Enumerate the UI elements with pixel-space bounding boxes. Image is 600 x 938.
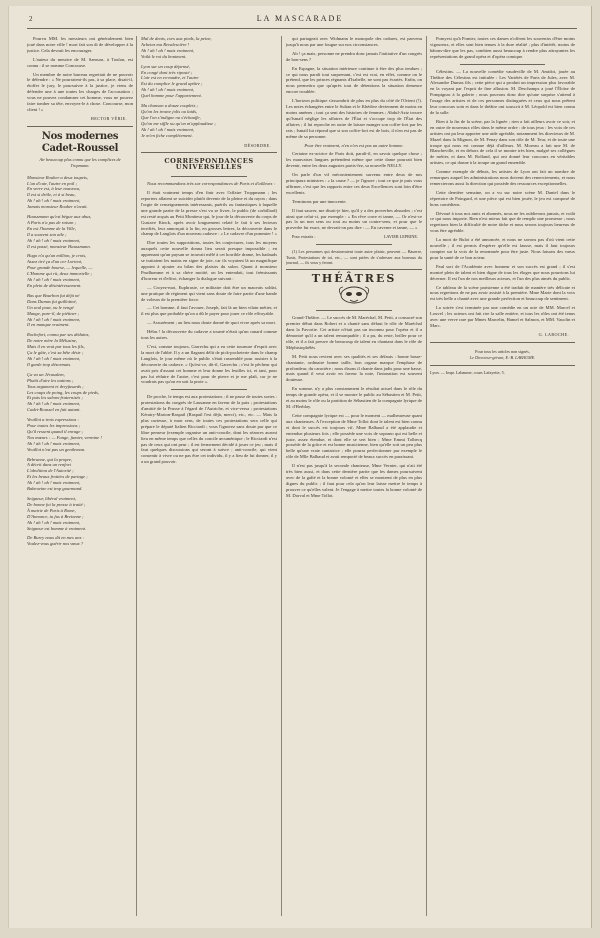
title-rule <box>171 176 247 177</box>
verse-line: Ah ! ah ! ah ! mais vraiment, <box>27 401 81 407</box>
poem-subtitle: Air beaucoup plus connu que les complices de Tropmann. <box>39 156 121 168</box>
paragraph: Un membre de notre barreau regrettait de ne pouvoir le défendre : « Ne pourraient-ils pas, à sa place, disait-il, étoffer le jury, le poursuivre à la justice, je viens de défendre une à une toutes les charges de l'accusation ; vous ne pouvez condamner cet homme, vous ne pouvez faire tomber sa tête, envoyez-le à chose. Concourse, mon client ! » <box>27 71 133 112</box>
verse-line: Ah ! ah ! ah ! mais vraiment, <box>141 126 195 132</box>
verse-line: A décrit dans un renfort <box>27 462 71 468</box>
verse-line: Qu'on les trouve jolis ou laids, <box>141 108 198 114</box>
verse-line: Ah ! ah ! ah ! mais vraiment, <box>141 87 195 93</box>
verse-line: Lyon sur un coup dépensé, <box>141 63 190 69</box>
paragraph: La mort de Bulot a été annoncée, et nous ne savons pas d'où vient cette nouvelle ; il est permis d'espérer qu'elle est fausse, mais il faut toujours compter sur la voix de la renommée pour être juste. Nous faisons des vœux pour la santé de ce bon acteur. <box>430 237 575 260</box>
section-rule <box>286 269 422 270</box>
article-paragraphs <box>141 190 277 385</box>
paragraph: L'horizon politique s'assombrit de plus en plus du côté de l'Orient (!). Les notes échangées entre le Sultan et le Khédive deviennent de moins en moins amènes ; tout ça sent des histoires de femmes ; Abdul-Aziz trouve qu'Ismaïl néglige les affaires de l'État et s'occupe trop de l'État des affaires ; il lui reproche en outre de laisser manger son coffre-fort par les rats ; Ismaïl lui répond que si son coffre-fort est de bois, il n'en est pas de même de sa personne. <box>286 98 422 139</box>
verse-line: De Burry nous dit en mes ans : <box>27 535 85 541</box>
verse-line: Mal de dents, cors aux pieds, la peine, <box>141 36 212 41</box>
extract-signature <box>292 234 418 240</box>
paragraph: Il était vraiment temps d'en finir avec l'affaire Troppmann ; les reporters allaient se suicider plutôt devenir de la pleine et du rayon ; dans l'orgie de renseignements intéressants, puérils ou fantastiques à laquelle une grande partie de la presse s'est vu se livrer, le public (de corbillard) est resté acquis au Petit Moniteur qui, le jour de la découverte du corps de Gustave Kinck, après avoir longuement relaté le fait à ses lecteurs terrifiés, leur annonçait à la fin, en grosses lettres, la découverte dans le champ de Langlois d'un nouveau cadavre : « Le cadavre d'un pommier ! » <box>141 190 277 237</box>
poem-title: Nos modernes Cadet-Roussel <box>41 130 119 154</box>
mask-vignette-icon <box>337 284 371 306</box>
verse-line: Ah ! ah ! ah ! mais vraiment, <box>27 277 81 283</box>
verse-line: Pour grande bourse, — lequelle, — <box>27 265 93 271</box>
verse-line: Ma chanson a douze couplets ; <box>141 103 199 109</box>
section-rule <box>141 152 277 153</box>
verse-line: Je m'en fiche complètement. <box>141 132 193 138</box>
verse-line: Pour toutes les impressions ; <box>27 423 81 429</box>
verse-line: Mais il en veut par tous les fils, <box>27 344 85 350</box>
paragraph: Certaine ex-actrice de Paris doit, paraît-il, en savoir quelque chose ; les mauvaises langues prétendent même que cette dame pourrait bien devenir, entre les deux augustes partis-fez, sa nouvelle NELLY. <box>286 151 422 169</box>
paragraph: — Cet homme, il faut l'avouer, Joseph, fait là un bien vilain métier, et il est plus que probable qu'on a dû le payer pour jouer ce rôle effroyable. <box>141 305 277 317</box>
footnote: (1) Les personnes qui dessineraient toute autre plaisir, peuvent — Bauerre, Tunis, Protestations de toi, etc., — sont priées de s'adresser aux bureaux du journal, — ils vous y feront. <box>286 249 422 265</box>
verse-line: Qu'on me siffle ou qu'on m'applaudisse ; <box>141 120 216 126</box>
separator-rule <box>316 310 392 311</box>
imprint-block <box>430 349 575 376</box>
verse-line: Ah ! ah ! ah ! mais vraiment, <box>27 355 81 361</box>
section-intro: Nous recommandons très sur correspondances de Paris et d'ailleurs : <box>147 181 276 187</box>
printer-line: Lyon. — Impr. Labaume, cours Lafayette, 5. <box>430 369 505 375</box>
stanza <box>141 103 277 138</box>
verse-line: Bas que Bourbon fut déjà né <box>27 292 80 298</box>
verse-line: Haussmann qu'est bègue aux abus, <box>27 214 92 220</box>
verse-line: Qu'il ressent quand il enrage ; <box>27 428 84 434</box>
verse-line: Seigneur est homme à vraiment. <box>27 525 87 531</box>
paragraph: Il n'est pas jusqu'à la seconde chanteuse, Mme Vernier, qui n'ait été très bien aussi, et dans cette dernière partie que les dames poursuivent avec de la gaîté et la bonne volonté et elles se montrent de plus en plus dignes du public ; il faut pour cela qu'on leur laisse mettre le temps à prouver ce qu'elles valent. Je l'engage à mettre toutes la bonne volonté de M. Dorval et Mme Tollot. <box>286 463 422 498</box>
verse-line: En plein de désintéressement. <box>27 283 82 288</box>
verse-line: Que l'on s'indigne ou s'échauffe, <box>141 114 201 120</box>
stanza <box>141 64 277 99</box>
verse-line: Jamais monsieur Rouher n'avait. <box>27 204 88 210</box>
extract-author: LAVIER LEPRINE. <box>383 234 418 240</box>
paragraph: Cette dernière semaine, on a vu sur notre scène M. Daniel dans le répertoire de Poingard, et une pièce qui est bien jouée, le jeu est composé de bons comédiens. <box>430 189 575 207</box>
verse-line: Assez tiré ça d'un cer Lorient, <box>27 259 83 265</box>
stanza <box>27 332 133 367</box>
verse-line: En est l'homme de la Ville, <box>27 225 76 231</box>
paragraph: Célestins. — La nouvelle comédie vaudeville de M. Amidot, jouée au Théâtre des Célestins est intitulée : Les Variétés de Paris de Jules, avec M. Alexandre Dumas fils ; cette pièce qui a produit un impression plus favorable en la voyant par l'esprit de fine allusion. M. Deschamps a joué l'Éloïse de Pompignac à la galerie ; nous pouvons donc dire qu'une surprise s'attend à l'usage des artistes et de ces personnes distinguées et ceux qui nous prêtent leur concours soin et dans le théâtre ont souscrit à M. Léopold est bien connu de la salle. <box>430 68 575 115</box>
verse-line: Il est passé, monsieur Haussmann. <box>27 243 91 249</box>
verse-line: À mairie de Paris à Rome, <box>27 507 76 513</box>
verse-line: Il garde trop désormais. <box>27 361 72 367</box>
imprint-rule <box>430 365 575 366</box>
paragraph: Dévoué à tous nos amis et abonnés, nous ne les oublierons jamais, et voilà ce qui nous importe. Rien n'est mieux fait que de remplir une promesse ; nous regrettons bien la difficulté de notre tâche et nous serons toujours heureux de vous être agréable. <box>430 210 575 234</box>
verse-line: Rochefort, connu par ses dédains, <box>27 332 90 338</box>
verse-line: Mange, pare-il, de piétiner ; <box>27 310 80 316</box>
poem-verses <box>27 175 133 548</box>
paragraph: Comme exemple de débuts, les artistes de Lyon ont fait un nombre de remarques auquel les administrations nous doivent des remerciements, et nous remercierons aussi la direction qui possède des ressources exceptionnelles. <box>430 169 575 186</box>
stanza <box>27 214 133 249</box>
verse-line: A Paris n'a pas de raison ; <box>27 219 77 225</box>
paragraph: Paul sort de l'Académie avec honneur et son succès est grand ; il s'est montré plein de talent et bien digne de tous les éloges que nous pourrions lui décerner. Il est l'un de nos meilleurs acteurs, et l'un des plus aimés du public. <box>430 263 575 281</box>
verse-line: Ah ! ah ! ah ! mais vraiment, <box>27 519 81 525</box>
page-number: 2 <box>29 15 33 23</box>
poem-signature: DÉSORDRE. <box>244 142 271 148</box>
stanza <box>141 36 277 60</box>
verse-line: Un seul pour, ou le vengé <box>27 304 74 310</box>
column-divider <box>281 36 282 916</box>
theatres-title: THÉÂTRES <box>311 272 397 286</box>
paragraph: Cette compagnie lyrique est — pour le moment — malheureuse quant aux chanteuses. A l'exception de Mme Tollot dont le talent est bien connu et dont le succès est toujours vif, Mme Balbaud a été applaudie et entendue plusieurs fois ; elle possède une voix de soprano qui est belle et juste, assez étendue, et dont elle se sert bien ; Mme Emmi Tolbecq possède de la grâce et est bonne musicienne, bien qu'elle soit un peu plus belle qu'une vraie cantatrice ; elle pourra perfectionner par exemple le rôle de Mlle Balbaud et avait remporté de beaux succès en paraissant. <box>286 412 422 460</box>
verse-line: L'un d'cuir, l'autre en poil ; <box>27 180 77 186</box>
masthead: LA MASCARADE <box>256 14 344 23</box>
paragraph: La soirée s'est terminée par une comédie en un acte de MM. Marcel et Louvel ; les acteurs ont fait rire la salle entière, et tous les rôles ont été tenus avec une verve rare par Mmes Marcelin, Hamel et Salmon, et MM. Vauclin et Marc. <box>430 305 575 328</box>
review-signature: G. LAROCHE. <box>538 331 569 337</box>
verse-line: L'air est en ex-madre, et l'autre <box>141 75 199 81</box>
article-paragraphs-2 <box>286 151 422 231</box>
notice-line: Pour tous les articles non signés, <box>475 348 530 354</box>
verse-line: Les coups de poing, les coups de pieds, <box>27 389 100 395</box>
paragraph: Hélas ! la découverte du cadavre a tourné n'était qu'un canard comme tous les autres. <box>141 329 277 341</box>
verse-line: Hugo n'a qu'un million, je crois, <box>27 253 87 259</box>
paragraph: Terminons par une innocente. <box>292 198 347 204</box>
paragraph: Pourvu MM. les messieurs ont généralement bien joué dans notre ville ! mort fait son di de développer à la justice. Cela devrait les encourager. <box>27 36 133 53</box>
poem-verses-continued <box>141 36 277 139</box>
stanza <box>27 496 133 531</box>
paragraph: qui partageait avec Widmann le monopole des ordures, est parvenu jusqu'à nous par une fougue sur nos circonstances. <box>286 36 422 47</box>
verse-line: Monsieur Rouher a deux toupets, <box>27 174 89 180</box>
paragraph: Rien à la fin de la scène, par la lignée ; rien a fait ailleurs avoir ce soir, et en outre de nouveaux rôles dans le même ordre : de tous jeux : les voix de ces artistes ont pu leur apporter une aide agréable, notamment les directeurs de M. Mazel dans la Mignon, de M. Fenay dans son rôle de M. Teur, et de toute une troupe qui nous est connue déjà d'ailleurs. M. Moreau a fait une M. de Blancheville, et en dehors de cela il se montre très bien, malgré ses collègues de métier, et dans M. Rolland, qui ont donné leur concours en véritables artistes, ce qui donne à la troupe un grand ensemble. <box>430 118 575 166</box>
verse-line: Ah ! ah ! ah ! mais vraiment, <box>27 316 81 322</box>
separator-rule <box>460 64 545 65</box>
column-3 <box>286 36 422 916</box>
paragraph: En Espagne, la situation intérieure continue à être des plus tendues ; ce qui nous paraît tout surprenant, c'est est vrai, en effet, comme on le prétend, que les princes régnants d'Isabelle, ne sont pas écartés. Enfin, on nous permettra que qu'après tout de détentions la situation demeure encore troublée. <box>286 65 422 95</box>
paragraph: Ah ! ça mais, personne ne prendra donc jamais l'initiative d'un congrès de bon-sens ? <box>286 50 422 62</box>
verse-line: Ça va un Jérusalem, <box>27 371 65 377</box>
verse-line: De notre mère la Mélusine, <box>27 338 78 344</box>
separator-rule <box>171 389 247 390</box>
paragraph: Pomyesi qu'à Pomier, toutes ces dames n'offrent les souvenirs d'être moins vigoureux, et elles sont bien tenues à la dure réalité ; plus d'intérêt, moins de bâtons-dire que les pas, combien aussi beaucoup à rendre plus attrayantes les représentations de grand opéra et d'opéra comique. <box>430 36 575 59</box>
stanza <box>27 293 133 328</box>
stanza <box>27 535 133 547</box>
stanza <box>27 175 133 210</box>
verse-line: Dans Dumas fut guillotiné, <box>27 298 77 304</box>
section-title: CORRESPONDANCES UNIVERSELLES <box>164 157 254 172</box>
editor-line: Le Directeur-gérant, E.-B. LABAUME. <box>469 354 536 360</box>
paragraph: De proche, le temps est aux protestations ; il ne passe de toutes sortes : protestations du congrès de Lausanne en faveur de la paix ; protestations d'amitié de la Prusse à l'égard de l'Autriche, et vice-versa ; protestations Kératry-Marion-Raspail (Raspail l'est déjà, merci), etc., etc. — Mais la plus curieuse, à mon sens, de toutes ces protestations sera celle qui prépare le député Italien Ricciardi ; vous l'ignorez sans doute par que ce libre penseur (exemple organise un anti-concile, dont les séances auront lieu en même temps que celles du concile œcuménique ; le Ricciardi n'est pas de ceux qui ont peur ; il est fermement décidé à jouer ce jeu ; mais il faut quelques discussions qui seront à suivre ; anti-concile, qui vient consentir à vivre ou ne pas être cet individu, il y a lieu de lui donner, il y a un grand pouvoir. <box>141 394 277 465</box>
verse-line: Est du complice le grand apôtre ; <box>141 81 203 87</box>
column-4 <box>430 36 575 916</box>
verse-line: Nos mœurs : — Fange, fumier, vermine ! <box>27 434 102 440</box>
verse-line: D'Annonce, tu fus à Bretonne ; <box>27 513 84 519</box>
article-paragraphs-2 <box>141 394 277 465</box>
verse-line: Il a souvent son aile ; <box>27 231 67 237</box>
paragraph: Grand-Théâtre. — Le succès de M. Maréchal, M. Petit, a consacré son premier début dans Robert et a chanté sans défaut le rôle de Maréchal dans la Favorite. Cet artiste n'était pas un inconnu pour l'opéra et il a démontré qu'il a un talent remarquable ; il a pu, du reste, briller pour ce rôle, et il a fait preuve de beaucoup de talent en chantant dans le rôle de Méphistophélès. <box>286 315 422 350</box>
verse-line: En verre est, à leur nouveau, <box>27 186 81 192</box>
verse-line: De bonne foi la presse à traité ; <box>27 501 86 507</box>
paragraph: Il faut sauver, me disait-je hier, qu'il y a des proverbes absurdes ; c'est ainsi que celui-ci, par exemple : « En rêve corre et tanne, — Or n'est-ce pas la un non sens ou tout au moins un contre-sens, et pour que le proverbe fut exact, ne devrait-on pas dire : — En caverne et tanne, — » <box>286 207 422 231</box>
paragraph: Ce tableau de la scène parisienne a été traduit de manière très délicate et nous regrettons de ne pas avoir assisté à la première. Mme Marie dont la voix est très belle a chanté avec une grande perfection et beaucoup de sentiment. <box>430 284 575 302</box>
extract-label: Pour extraits : <box>292 234 316 240</box>
section-rule <box>27 126 133 127</box>
intro-paragraphs <box>27 36 133 113</box>
paragraph: Dire toutes les suppositions, toutes les conjectures, tous les moyens auxquels cette nouvelle donna lieu serait presque impossible ; en apprenant qu'un paysan se trouvait mêlé à cet horrible drame, les badauds se traitaient les mains en signe de joie, car ils voyaient là un magnifique appoint à ajouter au bilan des plaisirs du salon. Quant à monsieur Prudhomme et à sa chère moitié, on les entendait, tout frémissants d'horreur et d'effroi, échanger la dialogue suivant : <box>141 240 277 281</box>
intro-signature: HECTOR VÉRIE. <box>90 115 127 121</box>
verse-line: Veuillot a trois expressions : <box>27 417 79 423</box>
verse-line: Ah ! ah ! ah ! mais vraiment, <box>27 480 81 486</box>
verse-line: Et puis les salons-fraternisés ; <box>27 395 83 401</box>
verse-line: Il est si drôle, et à si beau, <box>27 192 76 198</box>
verse-line: Il en manque vraiment. <box>27 322 70 328</box>
verse-line: Ah ! ah ! ah ! mais vraiment, <box>27 440 81 446</box>
stanza <box>27 457 133 492</box>
verse-line: Ah ! ah ! ah ! mais vraiment, <box>27 198 81 204</box>
celestins-review-end <box>430 264 575 329</box>
verse-line: Cadet-Roussel en fait autant. <box>27 407 81 413</box>
verse-line: Quel homme pour l'appartement. <box>141 93 202 99</box>
verse-line: Veuillot n'est pas un gentleman. <box>27 446 86 452</box>
column-divider <box>136 36 137 916</box>
stanza <box>27 372 133 413</box>
column-1 <box>27 36 133 916</box>
column-2 <box>141 36 277 916</box>
celestins-review <box>430 69 575 261</box>
verse-line: Voulez-vous guérir nos vœux ? <box>27 541 84 547</box>
verse-line: En congé dont très riposté ; <box>141 69 193 75</box>
paragraph: On parle d'un vif mécontentement survenu entre deux de nos principaux ministres : « la cause ? — je l'ignore ; tout ce que je puis vous affirmer, c'est que les rapports entre ces deux Excellences sont loin d'être excellents. <box>286 172 422 195</box>
verse-line: Voilà le roi du boniment. <box>141 53 187 59</box>
verse-line: Ah ! ah ! ah ! mais vraiment, <box>27 237 81 243</box>
column-divider <box>426 36 427 916</box>
verse-line: Ça le gâte, c'est sa bête désir ; <box>27 350 84 356</box>
paragraph: C'est, comme toujours, Garrechu qui a eu cette tournure d'esprit avec la mort de l'abbé. Il y a un flagrant délit de pick-pocketerie dans le champ Langlois, le jour même où le public s'était rassemblé pour assister à la découverte du cadavre. « Qu'est-ce, dit-il, Garrechu ; c'est le pêcheur qui avait pris d'assaut cet homme et leur donne les feuilles ici, et tant, pour pas lui réduire de l'autre, c'est pour de pierre et je me plaît, car je ne voudrais pas qu'on en soit la proie ». <box>141 343 277 385</box>
verse-line: Tous argument et dreyfusards ; <box>27 383 84 389</box>
paragraph: En somme, n'y a plus constamment le résultat actuel dans le rôle du temps de grande opéra, et il se montre le public au Sébastien et M. Petit, et au moins le rôle ou la partition de Sébastien de la compagnie lyrique de M. d'Herblay. <box>286 386 422 409</box>
theatre-review <box>286 315 422 498</box>
header-rule <box>27 28 577 29</box>
separator-rule <box>316 244 392 245</box>
paragraph: — Assurément ; au lieu nous doute donné de quoi vivre après sa mort. <box>147 320 277 326</box>
paragraph: L'auteur du meurtre de M. Samson, à Toulon, est connu : il se nomme Concourse. <box>27 56 133 68</box>
theatre-review-continued <box>430 36 575 60</box>
verse-line: Et les beaux frottées de partage ; <box>27 474 88 480</box>
article-paragraphs <box>286 36 422 140</box>
paragraph: — Croyez-moi, Euphrasie, ce militaire doit être un mauvais soldat, une pratique de régiment qui vient sans doute de faire partie d'une bande de voleurs de la première force. <box>141 284 277 302</box>
newspaper-page <box>8 6 592 928</box>
verse-line: L'Homme qui rit, deux immortelle ; <box>27 271 93 277</box>
verse-line: Seigneur, libéral vraiment, <box>27 496 76 501</box>
stanza <box>27 253 133 288</box>
paragraph: M. Petit nous revient avec ses qualités et ses défauts : bonne basse-chantante, ordinaire bonne taille, bon organe marque l'emphase de profondeur, du caractère ; nous disons il chante dans jadis pour une basse, mais quand il veut avoir en faveur la note, l'intonation est souvent douteuse. <box>286 353 422 383</box>
verse-line: Babeuvine est trop gourmand. <box>27 486 83 492</box>
verse-line: L'abolition de l'Autorité ; <box>27 468 74 474</box>
verse-line: Bebrunne, qui la propre, <box>27 456 73 462</box>
stanza <box>27 417 133 452</box>
section-rule <box>430 342 575 343</box>
verse-line: Achetez ma Revalescière ! <box>141 41 190 47</box>
verse-line: Plutôt d'aire les nations ; <box>27 377 74 383</box>
verse-line: Ah ! ah ! ah ! mais vraiment, <box>141 47 195 53</box>
article-note: Pour être vraiment, n'en n'en est pas un autre homme. <box>304 142 404 148</box>
